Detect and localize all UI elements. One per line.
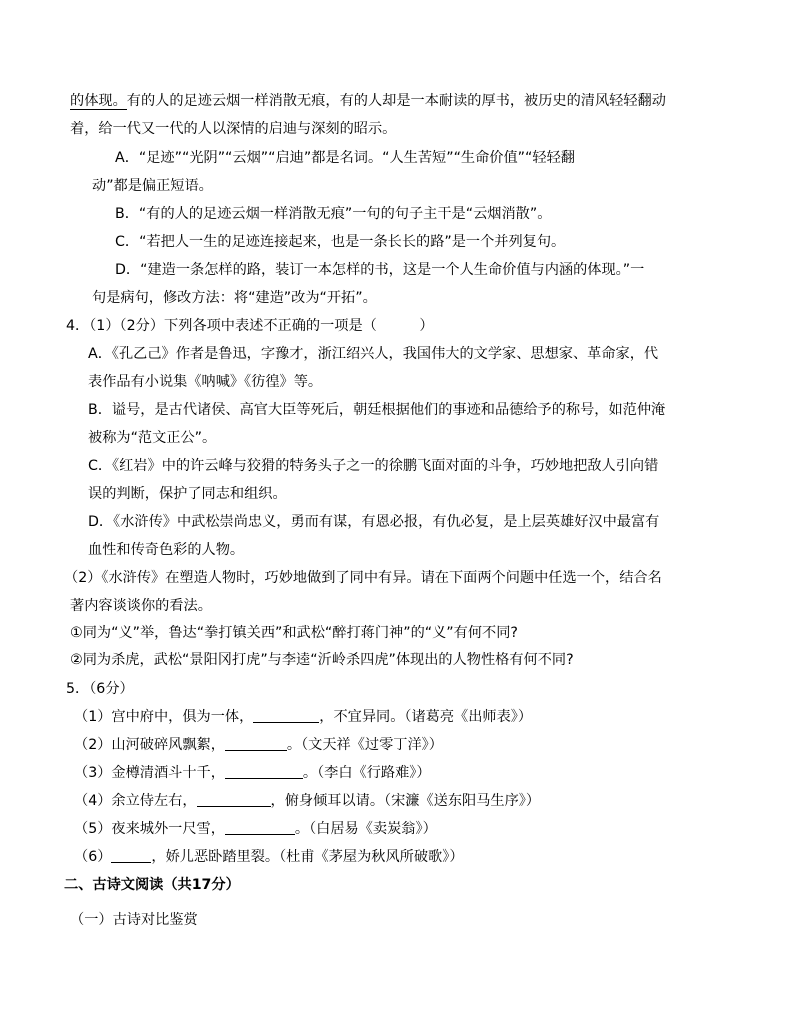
q4-option-d-line-1: D．《水浒传》中武松崇尚忠义，勇而有谋，有恩必报，有仇必复，是上层英雄好汉中最富有: [88, 514, 660, 530]
q4-option-b-line-1: B．谥号，是古代诸侯、高官大臣等死后，朝廷根据他们的事迹和品德给予的称号，如范仲淹: [88, 402, 666, 418]
q5-stem: 5．（6分）: [66, 681, 134, 697]
q5-item-5: （5）夜来城外一尺雪， 。（白居易《卖炭翁》）: [74, 821, 437, 837]
q5-item-6: （6） ，娇儿恶卧踏里裂。（杜甫《茅屋为秋风所破歌》）: [74, 849, 464, 865]
q4-option-d-line-2: 血性和传奇色彩的人物。: [88, 542, 245, 558]
fill-blank[interactable]: [197, 792, 271, 807]
q4-part2-line-2: 著内容谈谈你的看法。: [70, 598, 212, 614]
q4-choice-1: ①同为“义”举，鲁达“拳打镇关西”和武松“醉打蒋门神”的“义”有何不同?: [70, 625, 518, 641]
fill-blank[interactable]: [225, 764, 303, 779]
q5-item-3: （3）金樽清酒斗十千， 。（李白《行路难》）: [74, 765, 431, 781]
passage-underlined-text: 的体现。: [70, 93, 127, 109]
section-2-heading: 二、古诗文阅读（共17分）: [64, 877, 240, 893]
q3-option-a-line-1: A．“足迹”“光阴”“云烟”“启迪”都是名词。“人生苦短”“生命价值”“轻轻翻: [115, 150, 575, 166]
q3-option-d-line-2: 句是病句，修改方法：将“建造”改为“开拓”。: [92, 290, 377, 306]
q5-item-1: （1）宫中府中，俱为一体， ，不宜异同。（诸葛亮《出师表》）: [74, 709, 533, 725]
q3-option-c: C．“若把人一生的足迹连接起来，也是一条长长的路”是一个并列复句。: [115, 234, 566, 250]
q4-part2-line-1: （2）《水浒传》在塑造人物时，巧妙地做到了同中有异。请在下面两个问题中任选一个，结合名: [64, 570, 662, 586]
section-2-subheading: （一）古诗对比鉴赏: [70, 912, 198, 928]
q4-option-c-line-1: C．《红岩》中的许云峰与狡猾的特务头子之一的徐鹏飞面对面的斗争，巧妙地把敌人引向错: [88, 458, 659, 474]
q4-stem: 4．（1）（2分）下列各项中表述不正确的一项是（ ）: [66, 318, 434, 334]
fill-blank[interactable]: [111, 848, 151, 863]
passage-line-2: 着，给一代又一代的人以深情的启迪与深刻的昭示。: [70, 121, 397, 137]
q3-option-b: B．“有的人的足迹云烟一样消散无痕”一句的句子主干是“云烟消散”。: [115, 206, 552, 222]
q5-item-2: （2）山河破碎风飘絮， 。（文天祥《过零丁洋》）: [74, 737, 443, 753]
fill-blank[interactable]: [225, 736, 287, 751]
q5-item-4: （4）余立侍左右， ，俯身倾耳以请。（宋濂《送东阳马生序》）: [74, 793, 541, 809]
q4-option-a-line-1: A．《孔乙己》作者是鲁迅，字豫才，浙江绍兴人，我国伟大的文学家、思想家、革命家，代: [88, 346, 659, 362]
q4-option-a-line-2: 表作品有小说集《呐喊》《彷徨》等。: [88, 374, 323, 390]
q4-choice-2: ②同为杀虎，武松“景阳冈打虎”与李逵“沂岭杀四虎”体现出的人物性格有何不同?: [70, 652, 574, 668]
q3-option-a-line-2: 动”都是偏正短语。: [92, 178, 213, 194]
passage-line-1: 的体现。有的人的足迹云烟一样消散无痕，有的人却是一本耐读的厚书，被历史的清风轻轻翻动: [70, 93, 666, 109]
fill-blank[interactable]: [253, 708, 319, 723]
fill-blank[interactable]: [225, 820, 295, 835]
q3-option-d-line-1: D．“建造一条怎样的路，装订一本怎样的书，这是一个人生命价值与内涵的体现。”一: [115, 262, 645, 278]
q4-option-c-line-2: 误的判断，保护了同志和组织。: [88, 486, 287, 502]
q4-option-b-line-2: 被称为“范文正公”。: [88, 430, 217, 446]
